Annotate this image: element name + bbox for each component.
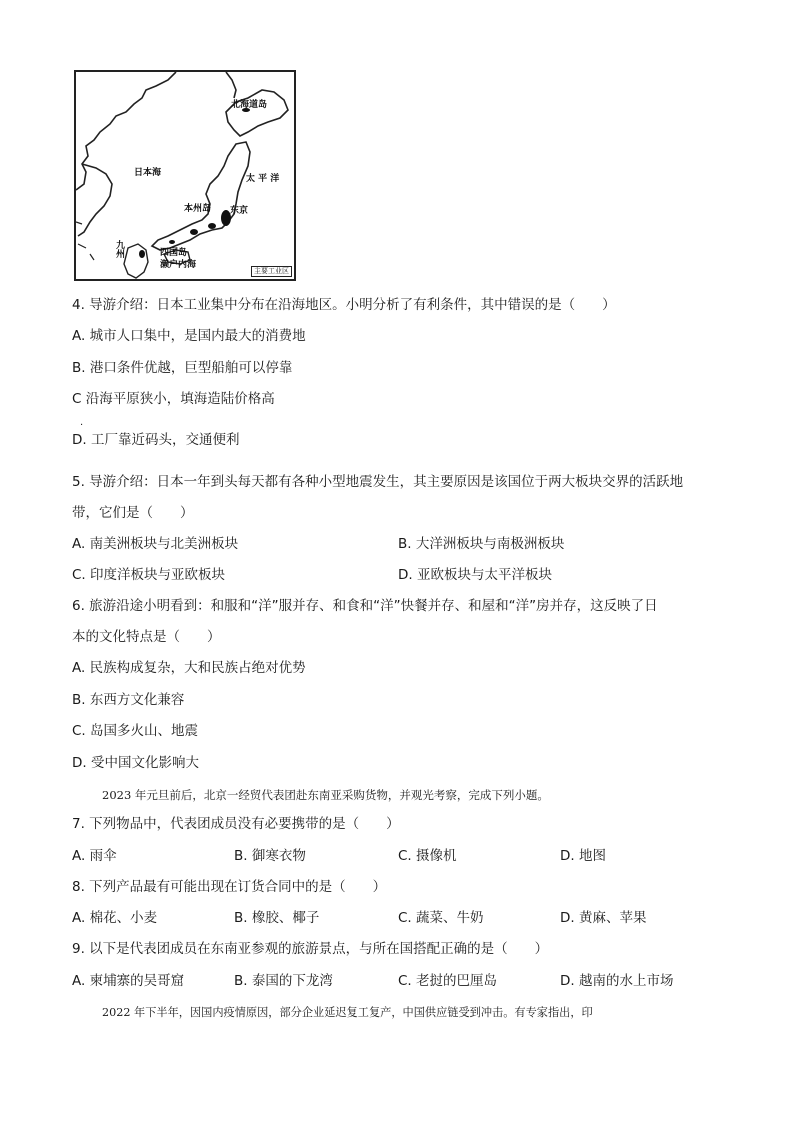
q8-option-d: D. 黄麻、苹果 — [560, 910, 647, 926]
q6-stem-line1: 6. 旅游沿途小明看到：和服和“洋”服并存、和食和“洋”快餐并存、和屋和“洋”房并存，这反映了日 — [72, 598, 658, 614]
map-legend: 主要工业区 — [251, 266, 292, 277]
q5-stem-line2: 带，它们是（ ） — [72, 505, 194, 521]
intro-passage-2: 2022 年下半年，因国内疫情原因，部分企业延迟复工复产，中国供应链受到冲击。有专家指出，印 — [102, 1006, 593, 1019]
label-honshu: 本州岛 — [184, 204, 212, 214]
label-tokyo: 东京 — [230, 206, 249, 216]
label-shikoku: 四国岛 — [160, 248, 188, 258]
q6-option-d: D. 受中国文化影响大 — [72, 755, 199, 771]
q5-stem-line1: 5. 导游介绍：日本一年到头每天都有各种小型地震发生，其主要原因是该国位于两大板块交界的活跃地 — [72, 474, 684, 490]
label-kyushu: 九州 — [114, 240, 124, 258]
label-seto: 濑户内海 — [160, 260, 197, 270]
q4-option-a: A. 城市人口集中，是国内最大的消费地 — [72, 328, 306, 344]
q8-stem: 8. 下列产品最有可能出现在订货合同中的是（ ） — [72, 879, 387, 895]
q6-option-b: B. 东西方文化兼容 — [72, 692, 185, 708]
q5-option-d: D. 亚欧板块与太平洋板块 — [398, 567, 552, 583]
q7-option-c: C. 摄像机 — [398, 848, 457, 864]
q6-option-c: C. 岛国多火山、地震 — [72, 723, 199, 739]
q7-option-d: D. 地图 — [560, 848, 606, 864]
intro-passage-1: 2023 年元旦前后，北京一经贸代表团赴东南亚采购货物，并观光考察，完成下列小题。 — [102, 788, 549, 802]
q7-option-a: A. 雨伞 — [72, 848, 117, 864]
q4-stem: 4. 导游介绍：日本工业集中分布在沿海地区。小明分析了有利条件，其中错误的是（ ） — [72, 297, 616, 313]
q7-stem: 7. 下列物品中，代表团成员没有必要携带的是（ ） — [72, 816, 400, 832]
label-pacific: 太 平 洋 — [246, 174, 280, 184]
q6-option-a: A. 民族构成复杂，大和民族占绝对优势 — [72, 660, 306, 676]
q9-stem: 9. 以下是代表团成员在东南亚参观的旅游景点，与所在国搭配正确的是（ ） — [72, 941, 549, 957]
label-sea-of-japan: 日本海 — [134, 168, 162, 178]
label-hokkaido: 北海道岛 — [231, 100, 268, 110]
q4-option-b: B. 港口条件优越，巨型船舶可以停靠 — [72, 360, 293, 376]
q5-option-b: B. 大洋洲板块与南极洲板块 — [398, 536, 565, 552]
q7-option-b: B. 御寒衣物 — [234, 848, 306, 864]
q8-option-b: B. 橡胶、椰子 — [234, 910, 320, 926]
japan-map — [74, 70, 296, 281]
q8-option-a: A. 棉花、小麦 — [72, 910, 158, 926]
q6-stem-line2: 本的文化特点是（ ） — [72, 629, 221, 645]
q5-option-c: C. 印度洋板块与亚欧板块 — [72, 567, 226, 583]
q9-option-d: D. 越南的水上市场 — [560, 973, 674, 989]
q4-option-d: D. 工厂靠近码头，交通便利 — [72, 432, 240, 448]
q9-option-c: C. 老挝的巴厘岛 — [398, 973, 498, 989]
q4-option-c-dot: . — [80, 417, 84, 428]
q4-option-c: C 沿海平原狭小，填海造陆价格高 — [72, 391, 275, 407]
q8-option-c: C. 蔬菜、牛奶 — [398, 910, 484, 926]
q9-option-a: A. 柬埔寨的吴哥窟 — [72, 973, 185, 989]
q9-option-b: B. 泰国的下龙湾 — [234, 973, 333, 989]
q5-option-a: A. 南美洲板块与北美洲板块 — [72, 536, 239, 552]
